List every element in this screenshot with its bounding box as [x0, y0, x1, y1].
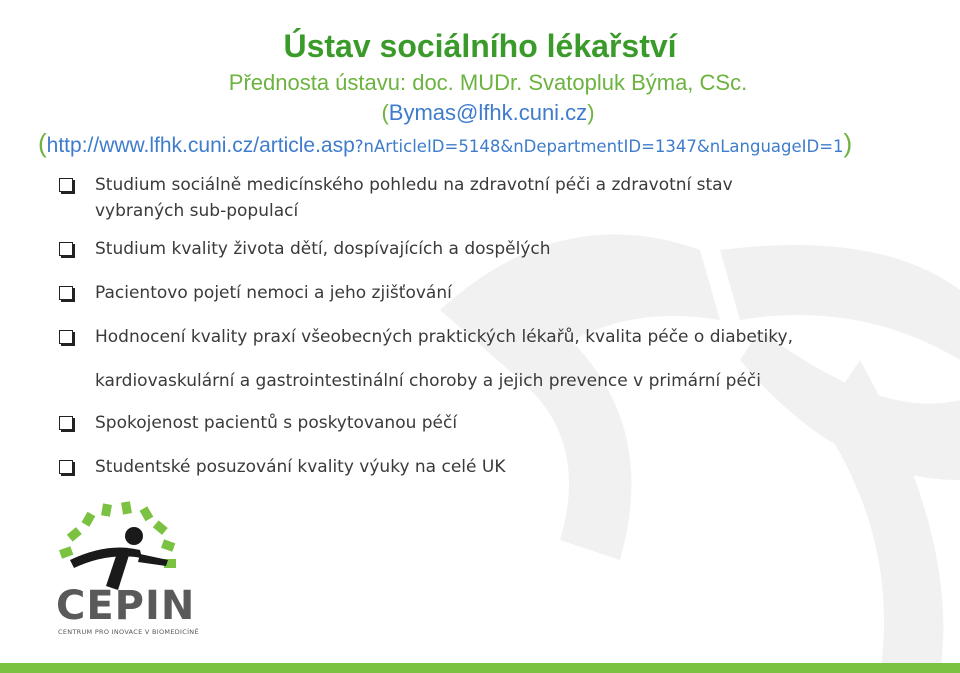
checkbox-bullet-icon	[59, 178, 73, 192]
url-line: (http://www.lfhk.cuni.cz/article.asp?nArticleID=5148&nDepartmentID=1347&nLanguageID=1)	[38, 128, 853, 158]
list-item-text: vybraných sub-populací	[95, 201, 299, 221]
logo-subtitle: CENTRUM PRO INOVACE V BIOMEDICÍNĚ	[58, 628, 199, 636]
email-link[interactable]: Bymas@lfhk.cuni.cz	[388, 100, 588, 125]
checkbox-bullet-icon	[59, 460, 73, 474]
department-head: Přednosta ústavu: doc. MUDr. Svatopluk Býma, CSc.	[228, 70, 748, 95]
list-item-text: Studium sociálně medicínského pohledu na zdravotní péči a zdravotní stav	[95, 175, 733, 195]
checkbox-bullet-icon	[59, 416, 73, 430]
list-item-text: Hodnocení kvality praxí všeobecných praktických lékařů, kvalita péče o diabetiky,	[95, 327, 793, 347]
list-item-text: Studium kvality života dětí, dospívajících a dospělých	[95, 239, 551, 259]
checkbox-bullet-icon	[59, 286, 73, 300]
checkbox-bullet-icon	[59, 330, 73, 344]
list-item-text: Pacientovo pojetí nemoci a jeho zjišťování	[95, 283, 452, 303]
url-plain: http://www.lfhk.cuni.cz/article.asp	[46, 134, 355, 157]
email-line: (Bymas@lfhk.cuni.cz)	[381, 100, 595, 125]
list-item-text: Spokojenost pacientů s poskytovanou péčí	[95, 413, 458, 433]
url-query: ?nArticleID=5148&nDepartmentID=1347&nLanguageID=1	[354, 137, 844, 156]
website-link[interactable]	[47, 134, 844, 157]
list-item-text: kardiovaskulární a gastrointestinální choroby a jejich prevence v primární péči	[95, 371, 761, 391]
logo-wordmark: CEPIN	[56, 583, 196, 629]
footer-accent-bar	[0, 663, 960, 673]
page-title: Ústav sociálního lékařství	[283, 28, 677, 64]
checkbox-bullet-icon	[59, 242, 73, 256]
list-item-text: Studentské posuzování kvality výuky na celé UK	[95, 457, 506, 477]
